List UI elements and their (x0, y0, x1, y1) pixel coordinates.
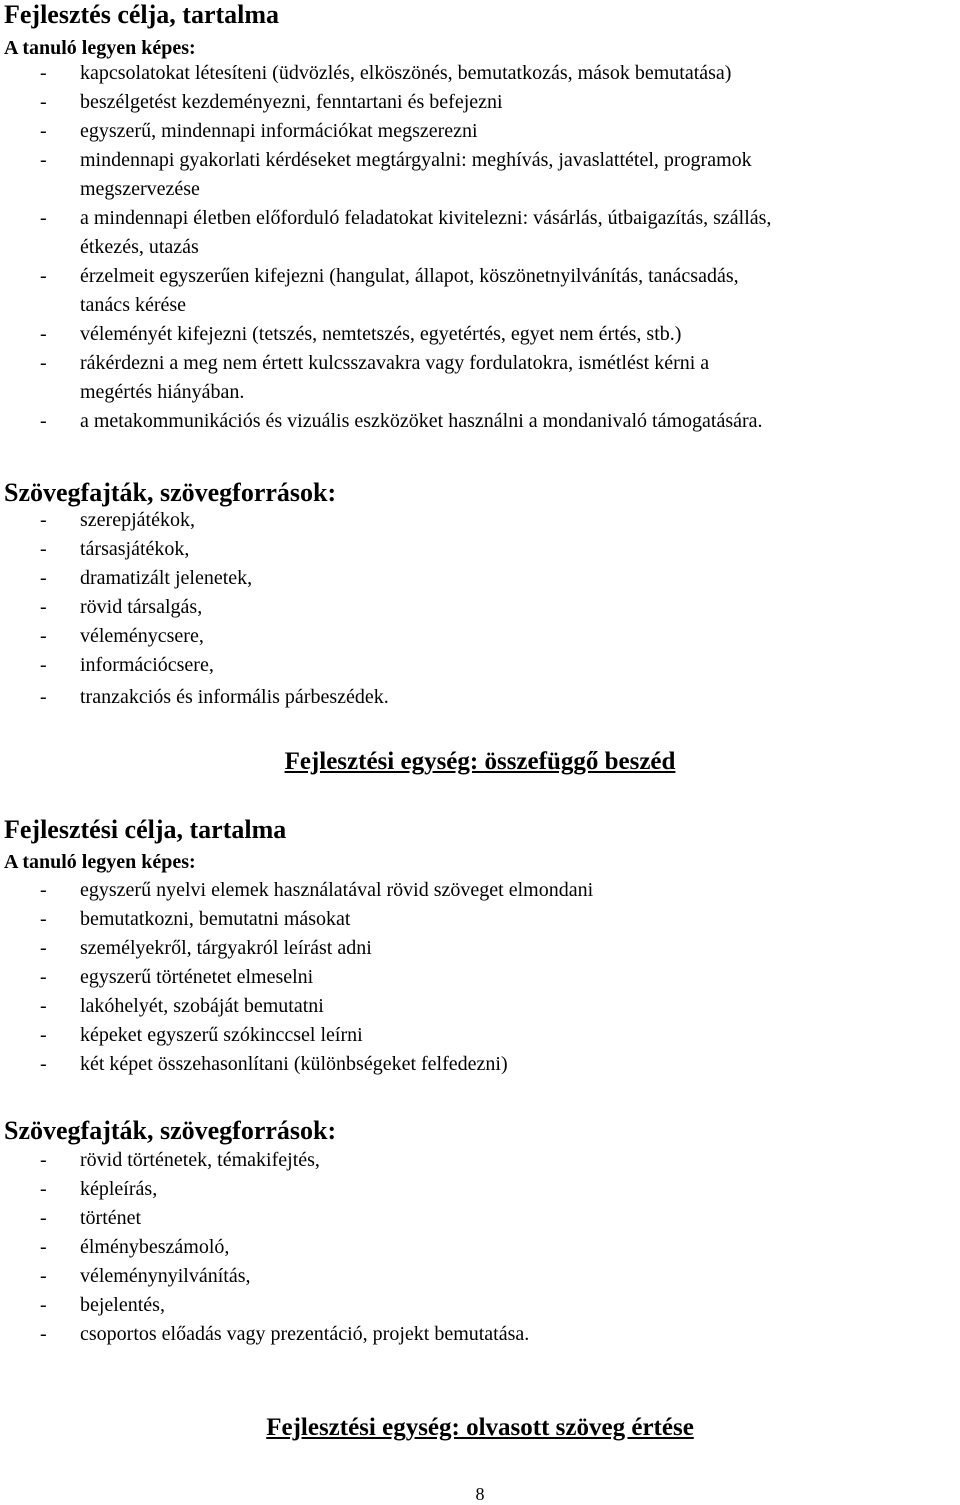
list-bullet: - (40, 596, 47, 618)
list-bullet: - (40, 207, 47, 229)
list-item-line: megértés hiányában. (80, 381, 245, 403)
list-item-line: rákérdezni a meg nem értett kulcsszavakra vagy fordulatokra, ismétlést kérni a (80, 352, 710, 374)
list-item-line: véleménynyilvánítás, (80, 1265, 251, 1287)
list-item-text (80, 262, 739, 320)
section3-title: Fejlesztési célja, tartalma (4, 815, 287, 844)
list-item-line: csoportos előadás vagy prezentáció, projekt bemutatása. (80, 1323, 530, 1345)
list-item-text (80, 349, 709, 407)
list-bullet: - (40, 995, 47, 1017)
list-item-text (80, 1233, 229, 1262)
list-item-text (80, 651, 214, 680)
list-item-text (80, 622, 204, 651)
list-bullet: - (40, 908, 47, 930)
list-item-text (80, 88, 503, 117)
list-bullet: - (40, 1024, 47, 1046)
list-bullet: - (40, 120, 47, 142)
list-item-text (80, 59, 731, 88)
list-bullet: - (40, 352, 47, 374)
list-item-text (80, 407, 763, 436)
list-bullet: - (40, 686, 47, 708)
list-item-text (80, 564, 252, 593)
list-item-text (80, 506, 195, 535)
list-item-line: mindennapi gyakorlati kérdéseket megtárgyalni: meghívás, javaslattétel, programok (80, 149, 752, 171)
section1-subtitle: A tanuló legyen képes: (4, 37, 196, 59)
list-item-line: két képet összehasonlítani (különbségeket felfedezni) (80, 1053, 508, 1075)
list-item-line: szerepjátékok, (80, 509, 195, 531)
list-bullet: - (40, 323, 47, 345)
list-item-line: személyekről, tárgyakról leírást adni (80, 937, 372, 959)
list-item-line: egyszerű, mindennapi információkat megszerezni (80, 120, 478, 142)
list-bullet: - (40, 62, 47, 84)
list-item-text (80, 963, 313, 992)
list-bullet: - (40, 265, 47, 287)
list-item-line: élménybeszámoló, (80, 1236, 230, 1258)
list-item-text (80, 934, 372, 963)
section1-title: Fejlesztés célja, tartalma (4, 0, 280, 29)
list-item-line: történet (80, 1207, 142, 1229)
list-item-line: bejelentés, (80, 1294, 165, 1316)
list-item-line: rövid történetek, témakifejtés, (80, 1149, 320, 1171)
list-item-line: rövid társalgás, (80, 596, 203, 618)
list-item-line: véleményét kifejezni (tetszés, nemtetszés, egyetértés, egyet nem értés, stb.) (80, 323, 682, 345)
page-number: 8 (475, 1484, 485, 1504)
list-bullet: - (40, 538, 47, 560)
list-item-text (80, 905, 351, 934)
list-bullet: - (40, 654, 47, 676)
list-bullet: - (40, 91, 47, 113)
list-item-text (80, 1021, 363, 1050)
list-bullet: - (40, 879, 47, 901)
list-item-text (80, 683, 389, 712)
list-bullet: - (40, 567, 47, 589)
list-item-line: információcsere, (80, 654, 214, 676)
list-bullet: - (40, 1265, 47, 1287)
unit2-title: Fejlesztési egység: olvasott szöveg értése (266, 1414, 694, 1441)
list-item-text (80, 992, 324, 1021)
list-bullet: - (40, 625, 47, 647)
unit1-title: Fejlesztési egység: összefüggő beszéd (284, 748, 676, 775)
list-item-line: érzelmeit egyszerűen kifejezni (hangulat, állapot, köszönetnyilvánítás, tanácsadás, (80, 265, 739, 287)
list-item-line: egyszerű történetet elmeselni (80, 966, 314, 988)
list-item-text (80, 1175, 157, 1204)
list-bullet: - (40, 1207, 47, 1229)
list-item-line: lakóhelyét, szobáját bemutatni (80, 995, 324, 1017)
list-item-line: dramatizált jelenetek, (80, 567, 253, 589)
list-item-line: beszélgetést kezdeményezni, fenntartani és befejezni (80, 91, 503, 113)
list-item-text (80, 1146, 320, 1175)
list-bullet: - (40, 1149, 47, 1171)
list-item-text (80, 593, 202, 622)
list-bullet: - (40, 1323, 47, 1345)
list-item-line: bemutatkozni, bemutatni másokat (80, 908, 351, 930)
list-bullet: - (40, 509, 47, 531)
section4-title: Szövegfajták, szövegforrások: (4, 1116, 337, 1145)
list-item-line: kapcsolatokat létesíteni (üdvözlés, elköszönés, bemutatkozás, mások bemutatása) (80, 62, 732, 84)
list-bullet: - (40, 1178, 47, 1200)
list-item-line: véleménycsere, (80, 625, 204, 647)
list-item-text (80, 146, 752, 204)
list-item-line: képeket egyszerű szókinccsel leírni (80, 1024, 363, 1046)
list-item-text (80, 320, 681, 349)
list-item-text (80, 1262, 251, 1291)
list-bullet: - (40, 410, 47, 432)
list-item-text (80, 1320, 529, 1349)
list-item-text (80, 117, 478, 146)
list-item-line: tranzakciós és informális párbeszédek. (80, 686, 389, 708)
list-bullet: - (40, 149, 47, 171)
list-item-text (80, 1050, 508, 1079)
list-item-text (80, 535, 189, 564)
list-bullet: - (40, 1294, 47, 1316)
list-item-text (80, 876, 593, 905)
list-item-line: tanács kérése (80, 294, 187, 316)
list-item-line: megszervezése (80, 178, 200, 200)
list-item-line: képleírás, (80, 1178, 158, 1200)
list-item-text (80, 204, 771, 262)
list-item-line: a metakommunikációs és vizuális eszközöket használni a mondanivaló támogatására. (80, 410, 763, 432)
list-bullet: - (40, 966, 47, 988)
section2-title: Szövegfajták, szövegforrások: (4, 478, 337, 507)
list-item-line: társasjátékok, (80, 538, 190, 560)
list-item-line: a mindennapi életben előforduló feladatokat kivitelezni: vásárlás, útbaigazítás, szállás, (80, 207, 772, 229)
list-bullet: - (40, 937, 47, 959)
list-item-line: étkezés, utazás (80, 236, 199, 258)
list-item-text (80, 1291, 165, 1320)
section3-subtitle: A tanuló legyen képes: (4, 851, 196, 873)
list-item-line: egyszerű nyelvi elemek használatával rövid szöveget elmondani (80, 879, 594, 901)
list-item-text (80, 1204, 141, 1233)
list-bullet: - (40, 1236, 47, 1258)
list-bullet: - (40, 1053, 47, 1075)
